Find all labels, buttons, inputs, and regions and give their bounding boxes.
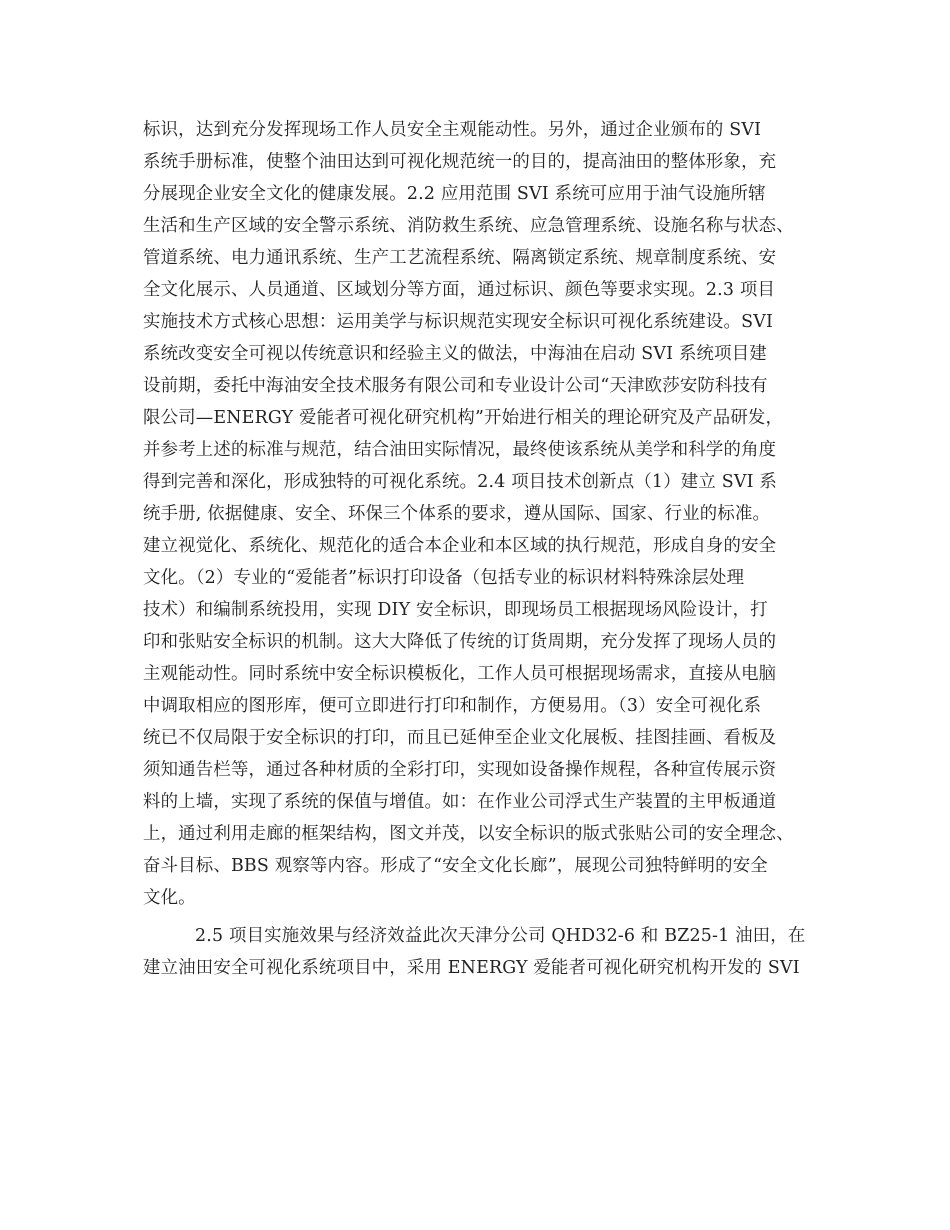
text-line: 限公司—ENERGY 爱能者可视化研究机构”开始进行相关的理论研究及产品研发， — [143, 408, 784, 428]
text-line: 上，通过利用走廊的框架结构，图文并茂，以安全标识的版式张贴公司的安全理念、 — [143, 824, 794, 844]
text-line: 系统改变安全可视以传统意识和经验主义的做法，中海油在启动 SVI 系统项目建 — [143, 344, 767, 364]
text-line: 技术）和编制系统投用，实现 DIY 安全标识，即现场员工根据现场风险设计，打 — [143, 600, 768, 620]
text-line: 生活和生产区域的安全警示系统、消防救生系统、应急管理系统、设施名称与状态、 — [143, 216, 794, 236]
text-line: 统已不仅局限于安全标识的打印，而且已延伸至企业文化展板、挂图挂画、看板及 — [143, 728, 777, 748]
text-line: 系统手册标准，使整个油田达到可视化规范统一的目的，提高油田的整体形象，充 — [143, 152, 777, 172]
text-line: 印和张贴安全标识的机制。这大大降低了传统的订货周期，充分发挥了现场人员的 — [143, 632, 777, 652]
text-line: 分展现企业安全文化的健康发展。2.2 应用范围 SVI 系统可应用于油气设施所辖 — [143, 184, 766, 204]
text-line: 实施技术方式核心思想：运用美学与标识规范实现安全标识可视化系统建设。SVI — [143, 312, 774, 332]
text-line: 全文化展示、人员通道、区域划分等方面，通过标识、颜色等要求实现。2.3 项目 — [143, 280, 776, 300]
text-line: 2.5 项目实施效果与经济效益此次天津分公司 QHD32-6 和 BZ25-1 油田，在 — [195, 926, 806, 946]
text-line: 奋斗目标、BBS 观察等内容。形成了“安全文化长廊”，展现公司独特鲜明的安全 — [143, 856, 768, 876]
text-line: 得到完善和深化，形成独特的可视化系统。2.4 项目技术创新点（1）建立 SVI 系 — [143, 472, 777, 492]
text-line: 中调取相应的图形库，便可立即进行打印和制作，方便易用。（3）安全可视化系 — [143, 696, 762, 716]
text-line: 并参考上述的标准与规范，结合油田实际情况，最终使该系统从美学和科学的角度 — [143, 440, 777, 460]
text-line: 统手册, 依据健康、安全、环保三个体系的要求，遵从国际、国家、行业的标准。 — [143, 504, 771, 524]
body-text — [143, 114, 823, 984]
text-line: 建立视觉化、系统化、规范化的适合本企业和本区域的执行规范，形成自身的安全 — [143, 536, 777, 556]
text-line: 须知通告栏等，通过各种材质的全彩打印，实现如设备操作规程，各种宣传展示资 — [143, 760, 777, 780]
text-line: 主观能动性。同时系统中安全标识模板化，工作人员可根据现场需求，直接从电脑 — [143, 664, 777, 684]
text-line: 文化。（2）专业的“爱能者”标识打印设备（包括专业的标识材料特殊涂层处理 — [143, 568, 745, 588]
text-line: 管道系统、电力通讯系统、生产工艺流程系统、隔离锁定系统、规章制度系统、安 — [143, 248, 777, 268]
text-line: 文化。 — [143, 888, 196, 908]
text-line: 料的上墙，实现了系统的保值与增值。如：在作业公司浮式生产装置的主甲板通道 — [143, 792, 777, 812]
text-line: 设前期，委托中海油安全技术服务有限公司和专业设计公司“天津欧莎安防科技有 — [143, 376, 768, 396]
text-line: 标识，达到充分发挥现场工作人员安全主观能动性。另外，通过企业颁布的 SVI — [143, 120, 762, 140]
paragraph-2 — [143, 920, 823, 984]
text-line: 建立油田安全可视化系统项目中，采用 ENERGY 爱能者可视化研究机构开发的 SVI — [143, 958, 800, 978]
paragraph-1 — [143, 114, 823, 914]
